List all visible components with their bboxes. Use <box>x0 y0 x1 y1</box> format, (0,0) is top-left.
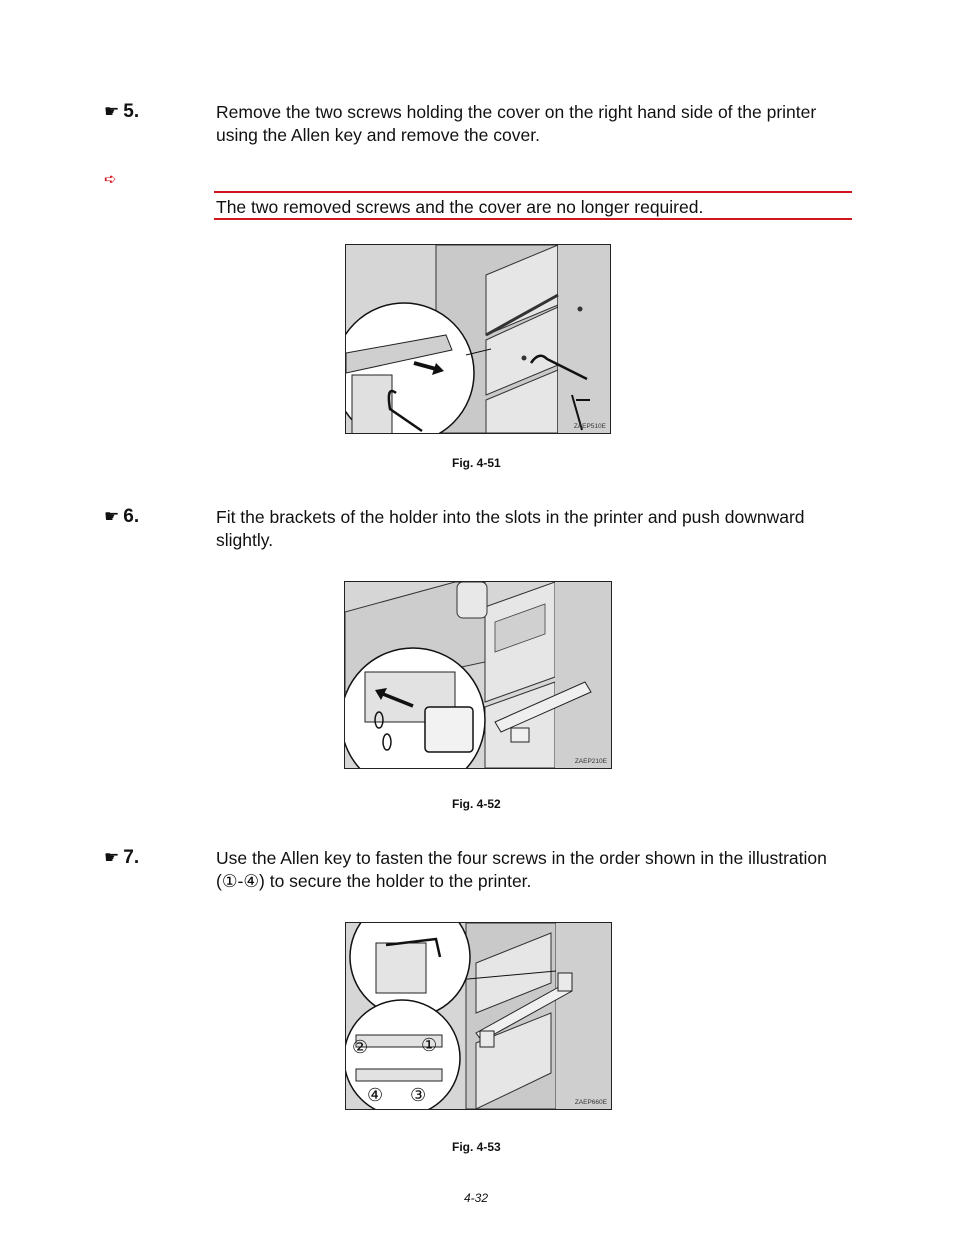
step-7-number: 7. <box>123 847 140 868</box>
callout-screw-4: ④ <box>367 1085 384 1105</box>
step-5-number: 5. <box>123 101 140 122</box>
figure-4-51-illustration <box>345 244 611 434</box>
pointing-hand-icon: ☛ <box>104 848 120 867</box>
callout-screw-3: ③ <box>410 1085 427 1105</box>
note-top-rule <box>214 191 852 193</box>
page-number: 4-32 <box>464 1191 489 1205</box>
callout-screw-2: ② <box>352 1037 369 1057</box>
figure-4-53-caption: Fig. 4-53 <box>452 1140 501 1154</box>
figure-4-52-caption: Fig. 4-52 <box>452 797 501 811</box>
step-6-marker <box>104 506 139 528</box>
figure-4-51-code: ZAEP510E <box>573 423 606 430</box>
note-arrow-icon: ➪ <box>104 171 117 188</box>
callout-screw-1: ① <box>421 1035 438 1055</box>
note-text: The two removed screws and the cover are no longer required. <box>216 197 704 217</box>
note-bottom-rule <box>214 218 852 220</box>
figure-4-53-code: ZAEP660E <box>574 1099 607 1106</box>
holder-bracket-fitting-drawing <box>345 582 611 768</box>
printer-cover-removal-drawing <box>346 245 610 433</box>
figure-4-52-illustration <box>344 581 612 769</box>
step-5-marker <box>104 101 139 123</box>
figure-4-53-illustration <box>345 922 612 1110</box>
step-6-number: 6. <box>123 506 140 527</box>
figure-4-52-code: ZAEP210E <box>574 758 607 765</box>
step-7-marker <box>104 847 139 869</box>
screw-fastening-order-drawing <box>346 923 611 1109</box>
pointing-hand-icon: ☛ <box>104 102 120 121</box>
step-7-text: Use the Allen key to fasten the four screws in the order shown in the illustration (①-④) to secure the holder to the printer. <box>216 848 827 891</box>
step-5-text: Remove the two screws holding the cover on the right hand side of the printer using the Allen key and remove the cover. <box>216 102 817 145</box>
figure-4-51-caption: Fig. 4-51 <box>452 456 501 470</box>
pointing-hand-icon: ☛ <box>104 507 120 526</box>
step-6-text: Fit the brackets of the holder into the slots in the printer and push downward slightly. <box>216 507 805 550</box>
